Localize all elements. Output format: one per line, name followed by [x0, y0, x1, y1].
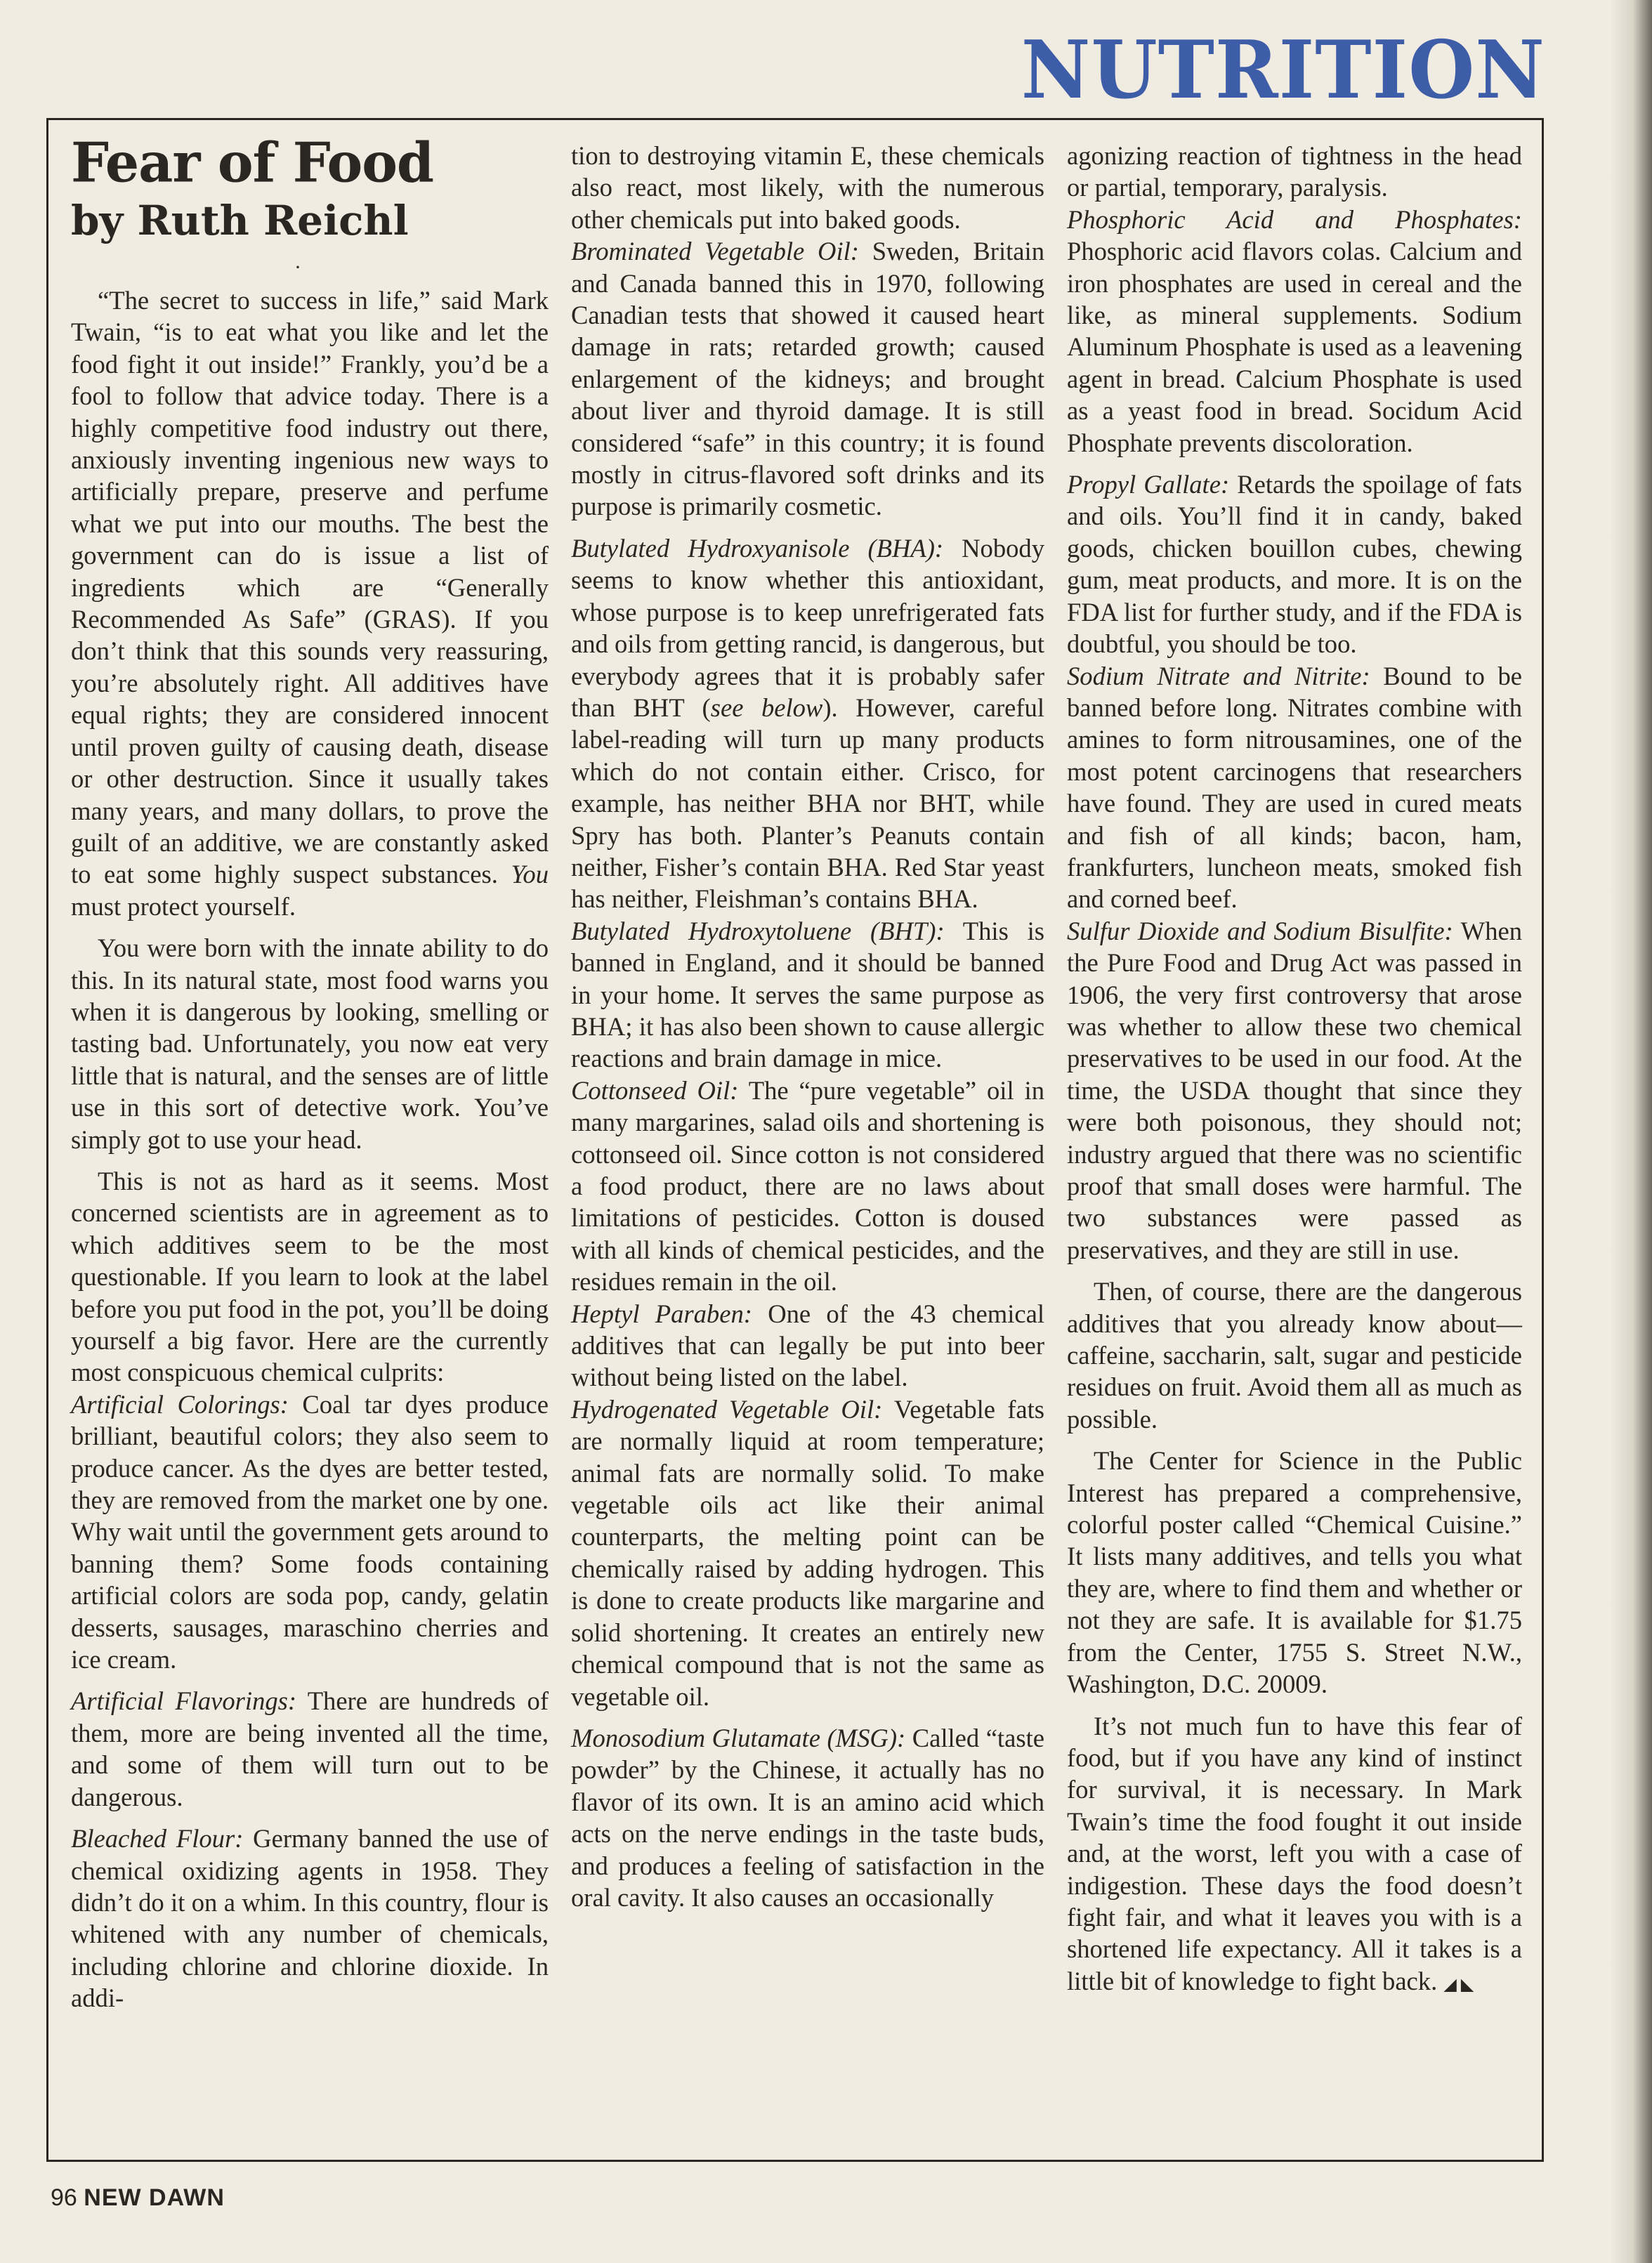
additive-entry: Sulfur Dioxide and Sodium Bisulfite: When the Pure Food and Drug Act was passed in 1906, the very first controversy that arose was whether to allow these two chemical preservatives to be used in our food. At the time, the USDA thought that since they were both poisonous, they should not; industry argued that there was no scientific proof that small doses were harmful. The two substances were passed as preservatives, and they are still in use.: [1067, 916, 1523, 1264]
article-frame: [46, 118, 1544, 2162]
paragraph: agonizing reaction of tightness in the head or partial, temporary, paralysis.: [1067, 141, 1522, 202]
additive-entry: Sodium Nitrate and Nitrite: Bound to be banned before long. Nitrates combine with amines to form nitrousamines, one of the most potent carcinogens that researchers have found. They are used in cured meats and fish of all kinds; bacon, ham, frankfurters, luncheon meats, smoked fish and corned beef.: [1067, 661, 1522, 914]
additive-term: Heptyl Paraben:: [571, 1299, 752, 1328]
additive-entry: Artificial Flavorings: There are hundreds of them, more are being invented all the time, and some of them will turn out to be dangerous.: [71, 1686, 549, 1811]
additive-entry: Hydrogenated Vegetable Oil: Vegetable fats are normally liquid at room temperature; animal fats are normally solid. To make vegetable oils act like their animal counterparts, the melting point can be chemically raised by adding hydrogen. This is done to create products like margarine and solid shortening. It creates an entirely new chemical compound that is not the same as vegetable oil.: [571, 1394, 1045, 1711]
additive-entry: Phosphoric Acid and Phosphates: Phosphoric acid flavors colas. Calcium and iron phosphates are used in cereal and the like, as mineral supplements. Sodium Aluminum Phosphate is used as a leavening agent in bread. Calcium Phosphate is used as a yeast food in bread. Socidum Acid Phosphate prevents discoloration.: [1067, 204, 1522, 457]
article-column-3: [1067, 140, 1522, 2149]
additive-entry: Brominated Vegetable Oil: Sweden, Britain and Canada banned this in 1970, following Canadian tests that showed it caused heart damage in rats; retarded growth; caused enlargement of the kidneys; and brought about liver and thyroid damage. It is still considered “safe” in this country; it is found mostly in citrus-flavored soft drinks and its purpose is primarily cosmetic.: [571, 237, 1044, 521]
article-byline: by Ruth Reichl: [71, 197, 409, 244]
paragraph: “The secret to success in life,” said Mark Twain, “is to eat what you like and let the food fight it out inside!” Frankly, you’d be a fool to follow that advice today. There is a highly competitive food industry out there, anxiously inventing ingenious new ways to artificially prepare, preserve and perfume what we put into our mouths. The best the government can do is issue a list of ingredients which are “Generally Recommended As Safe” (GRAS). If you don’t think that this sounds very reassuring, you’re absolutely right. All additives have equal rights; they are considered innocent until proven guilty of causing death, disease or other destruction. Since it usually takes many years, and many dollars, to prove the guilt of an additive, we are constantly asked to eat some highly suspect substances. You must protect yourself.: [71, 286, 549, 921]
paragraph: It’s not much fun to have this fear of food, but if you have any kind of instinct for survival, it is necessary. In Mark Twain’s time the food fought it out inside and, at the worst, left you with a case of indigestion. These days the food doesn’t fight fair, and what it leaves you with is a shortened life expectancy. All it takes is a little bit of knowledge to fight back. ◢ ◣: [1067, 1711, 1522, 1995]
additive-entry: Artificial Colorings: Coal tar dyes produce brilliant, beautiful colors; they also seem to produce cancer. As the dyes are better tested, they are removed from the market one by one. Why wait until the government gets around to banning them? Some foods containing artificial colors are soda pop, candy, gelatin desserts, sausages, maraschino cherries and ice cream.: [71, 1389, 549, 1674]
additive-term: Propyl Gallate:: [1067, 470, 1230, 499]
ornament-dot: ·: [294, 256, 301, 279]
article-column-1: [71, 133, 549, 2149]
additive-entry: Propyl Gallate: Retards the spoilage of fats and oils. You’ll find it in candy, baked goods, chicken bouillon cubes, chewing gum, meat products, and more. It is on the FDA list for further study, and if the FDA is doubtful, you should be too.: [1067, 470, 1522, 659]
additive-entry: Bleached Flour: Germany banned the use of chemical oxidizing agents in 1958. They didn’t do it on a whim. In this country, flour is whitened with any number of chemicals, including chlorine and chlorine dioxide. In addi-: [71, 1824, 549, 2013]
paragraph: The Center for Science in the Public Interest has prepared a comprehensive, colorful poster called “Chemical Cuisine.” It lists many additives, and tells you what they are, where to find them and whether or not they are safe. It is available for $1.75 from the Center, 1755 S. Street N.W., Washington, D.C. 20009.: [1067, 1446, 1522, 1699]
additive-term: Artificial Flavorings:: [71, 1686, 297, 1716]
additive-term: Butylated Hydroxytoluene (BHT):: [571, 916, 945, 945]
paragraph: tion to destroying vitamin E, these chemicals also react, most likely, with the numerous other chemicals put into baked goods.: [571, 141, 1044, 234]
page-number: 96: [51, 2184, 77, 2211]
page-edge-shadow: [1610, 0, 1652, 2263]
additive-term: Monosodium Glutamate (MSG):: [571, 1723, 906, 1752]
article-title: Fear of Food: [71, 131, 434, 195]
additive-entry: Monosodium Glutamate (MSG): Called “taste powder” by the Chinese, it actually has no flavor of its own. It is an amino acid which acts on the nerve endings in the taste buds, and produces a feeling of satisfaction in the oral cavity. It also causes an occasionally: [571, 1723, 1044, 1912]
additive-term: Sodium Nitrate and Nitrite:: [1067, 661, 1370, 690]
additive-term: Butylated Hydroxyanisole (BHA):: [571, 533, 944, 563]
additive-term: Hydrogenated Vegetable Oil:: [571, 1394, 883, 1424]
additive-entry: Cottonseed Oil: The “pure vegetable” oil in many margarines, salad oils and shortening is cottonseed oil. Since cotton is not considered a food product, there are no laws about limitations of pesticides. Cotton is doused with all kinds of chemical pesticides, and the residues remain in the oil.: [571, 1075, 1045, 1297]
article-column-2: [571, 140, 1044, 2149]
magazine-name: NEW DAWN: [84, 2184, 225, 2211]
paragraph: You were born with the innate ability to do this. In its natural state, most food warns you when it is dangerous by looking, smelling or tasting bad. Unfortunately, you now eat very little that is natural, and the senses are of little use in this sort of detective work. You’ve simply got to use your head.: [71, 933, 549, 1154]
additive-term: Brominated Vegetable Oil:: [571, 237, 859, 266]
additive-term: Phosphoric Acid and Phosphates:: [1067, 204, 1522, 234]
additive-entry: Heptyl Paraben: One of the 43 chemical additives that can legally be put into beer without being listed on the label.: [571, 1299, 1044, 1392]
additive-entry: Butylated Hydroxytoluene (BHT): This is banned in England, and it should be banned in your home. It serves the same purpose as BHA; it has also been shown to cause allergic reactions and brain damage in mice.: [571, 916, 1045, 1073]
additive-term: Cottonseed Oil:: [571, 1075, 739, 1105]
additive-term: Sulfur Dioxide and Sodium Bisulfite:: [1067, 916, 1453, 945]
page-footer: [51, 2184, 225, 2212]
end-mark-icon: ◢ ◣: [1443, 1975, 1474, 1994]
section-header: NUTRITION: [1021, 23, 1545, 117]
paragraph: This is not as hard as it seems. Most concerned scientists are in agreement as to which additives seem to be the most questionable. If you learn to look at the label before you put food in the pot, you’ll be doing yourself a big favor. Here are the currently most conspicuous chemical culprits:: [71, 1166, 549, 1387]
additive-entry: Butylated Hydroxyanisole (BHA): Nobody seems to know whether this antioxidant, whose purpose is to keep unrefrigerated fats and oils from getting rancid, is dangerous, but everybody agrees that it is probably safer than BHT (see below). However, careful label-reading will turn up many products which do not contain either. Crisco, for example, has neither BHA nor BHT, while Spry has both. Planter’s Peanuts contain neither, Fisher’s contain BHA. Red Star yeast has neither, Fleishman’s contains BHA.: [571, 533, 1044, 914]
paragraph: Then, of course, there are the dangerous additives that you already know about—caffeine, saccharin, salt, sugar and pesticide residues on fruit. Avoid them all as much as possible.: [1067, 1277, 1522, 1434]
additive-term: Artificial Colorings:: [71, 1389, 289, 1419]
additive-term: Bleached Flour:: [71, 1824, 244, 1854]
